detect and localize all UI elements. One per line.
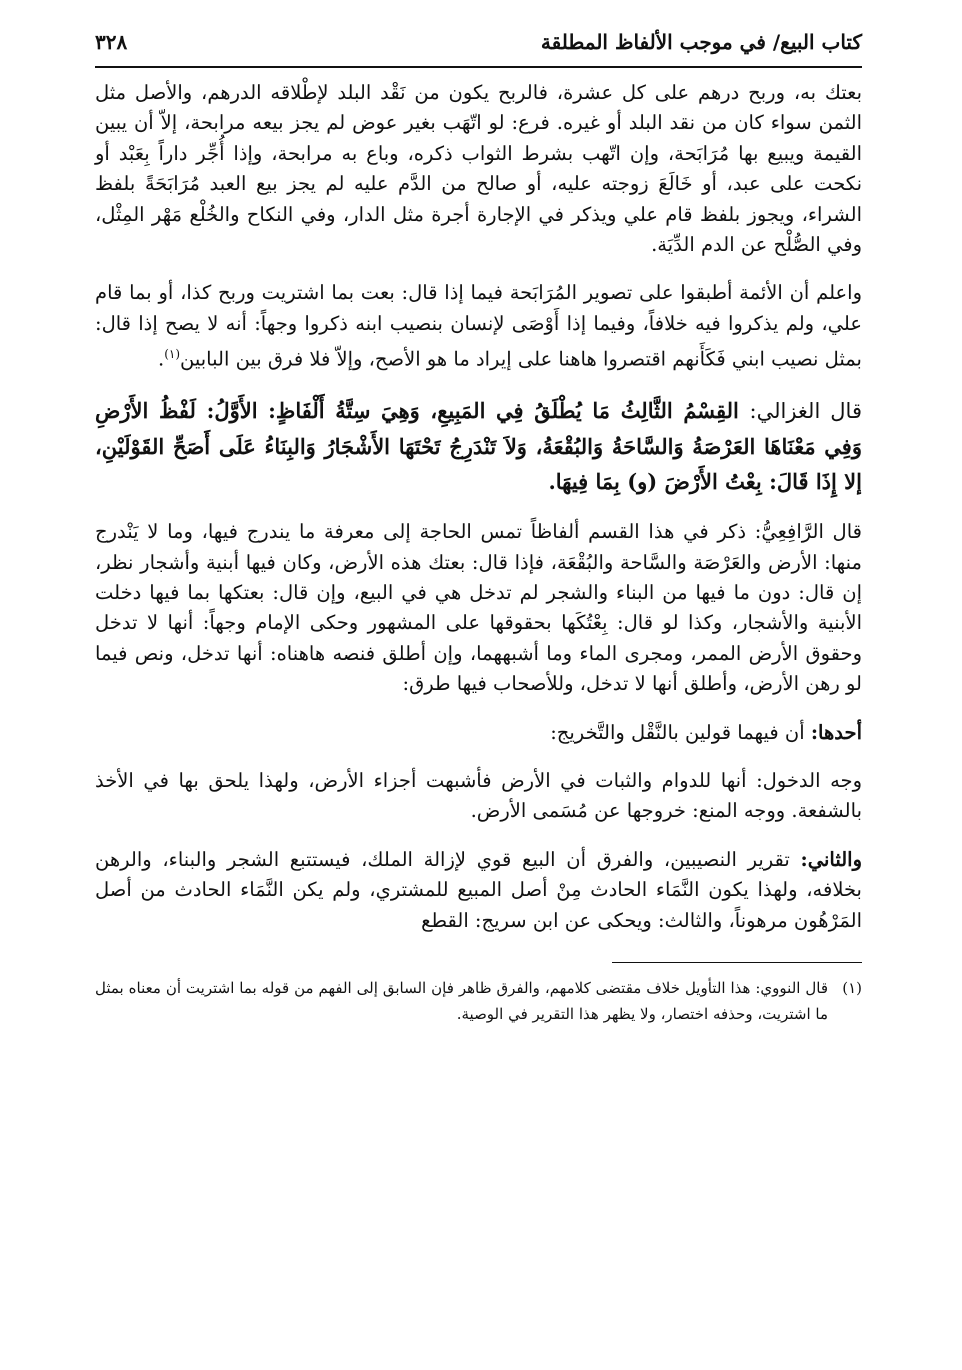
footnote-text: قال النووي: هذا التأويل خلاف مقتضى كلامهم، والفرق ظاهر فإن السابق إلى الفهم من قوله بما اشتريت أن معناه بمثل ما اشتريت، وحذفه اختصار، ولا يظهر هذا التقرير في الوصية.	[95, 979, 828, 1024]
second-way-text: تقرير النصيبين، والفرق أن البيع قوي لإزالة الملك، فيستتبع الشجر والبناء، والرهن بخلافه، ولهذا يكون النَّمَاء الحادث مِنْ أصل المبيع للمشتري، ولم يكن النَّمَاء الحادث من أصل المَرْهُون مرهوناً، والثالث: ويحكى عن ابن سريج: القطع	[95, 847, 862, 932]
first-way-lead: أحدها:	[810, 720, 862, 744]
paragraph-1: بعتك به، وربح درهم على كل عشرة، فالربح يكون من نَقْد البلد لإطْلاقه الدرهم، والأصل مثل الثمن سواء كان من نقد البلد أو غيره. فرع: لو اتّهَب بغير عوض لم يجز بيعه مرابحة، إلاّ أن يبين القيمة ويبيع بها مُرَابَحة، وإن اتّهب بشرط الثواب ذكره، وباع به مرابحة، وإذا أُجِّر داراً بِعَبْد أو نكحت على عبد، أو خَالَعَ زوجته عليه، أو صالح من الدَّم عليه لم يجز بيع العبد مُرَابَحَةً بلفظ الشراء، ويجوز بلفظ قام علي ويذكر في الإجارة أجرة مثل الدار، وفي النكاح والخُلْع مَهْر المِثْل، وفي الصُّلْح عن الدم الدِّيَة.	[95, 81, 862, 257]
paragraph-2-end: .	[158, 347, 165, 371]
quote-lead: قال الغزالي:	[749, 399, 862, 424]
footnote-reference: (١)	[164, 347, 181, 362]
running-header	[95, 30, 862, 68]
ghazali-quote	[95, 393, 862, 499]
paragraph-reasons: وجه الدخول: أنها للدوام والثبات في الأرض فأشبهت أجزاء الأرض، ولهذا يلحق بها في الأخذ بالشفعة. ووجه المنع: خروجها عن مُسَمى الأرض.	[95, 769, 862, 823]
first-way-text: أن فيهما قولين بالنَّقْل والتَّخريج:	[550, 720, 805, 744]
running-title: كتاب البيع/ في موجب الألفاظ المطلقة	[540, 30, 862, 54]
paragraph-second-way	[95, 845, 862, 936]
paragraph-2	[95, 278, 862, 375]
page-body	[95, 78, 862, 936]
paragraph-2-text: واعلم أن الأئمة أطبقوا على تصوير المُرَابَحة فيما إذا قال: بعت بما اشتريت وربح كذا، أو بما قام علي، ولم يذكروا فيه خلافاً، وفيما إذا أَوْصَى لإنسان بنصيب ابنه ذكروا وجهاً: أنه لا يصح إذا قال: بمثل نصيب ابني فَكَأَنهم اقتصروا هاهنا على إيراد ما هو الأصح، وإلاّ فلا فرق بين البابين	[95, 281, 862, 371]
rafii-commentary: قال الرَّافِعِيُّ: ذكر في هذا القسم ألفاظاً تمس الحاجة إلى معرفة ما يندرج فيها، وما لا يَنْدرج منها: الأرض والعَرْصَة والسَّاحة والبُقْعَة، فإذا قال: بعتك هذه الأرض، وكان فيها أبنية وأشجار نظر، إن قال: دون ما فيها من البناء والشجر لم تدخل هي في البيع، وإن قال: بعتكها بما فيها دخلت الأبنية والأشجار، وكذا لو قال: بِعْتُكَها بحقوقها على المشهور وحكى الإمام وجهاً: أنها لا تدخل وحقوق الأرض الممر، ومجرى الماء وما أشبههما، وإن أطلق فنصه هاهناه: أنها تدخل، ونص فيما لو رهن الأرض، وأطلق أنها لا تدخل، وللأصحاب فيها طرق:	[95, 520, 862, 696]
footnote-separator	[612, 962, 862, 963]
page-number: ٣٢٨	[95, 30, 128, 54]
footnote-number: (١)	[842, 979, 862, 998]
second-way-lead: والثاني:	[800, 847, 862, 871]
quote-text: القِسْمُ الثَّالِثُ مَا يُطْلَقُ فِي المَبِيعِ، وَهِيَ سِتَّةُ أَلْفَاظٍ: الأَوَّلُ: لَفْظُ الأَرْضِ وَفِي مَعْنَاهَا العَرْصَةُ وَالسَّاحَةُ وَالبُقْعَةُ، وَلاَ تَنْدَرِجُ تَحْتَهَا الأَشْجَارُ وَالبِنَاءُ عَلَى أَصَحِّ القَوْلَيْنِ، إلا إِذَا قَالَ: بِعْتُ الأَرْضَ (و) بِمَا فِيهَا.	[95, 398, 862, 495]
paragraph-first-way	[95, 718, 862, 748]
footnote	[95, 975, 862, 1027]
